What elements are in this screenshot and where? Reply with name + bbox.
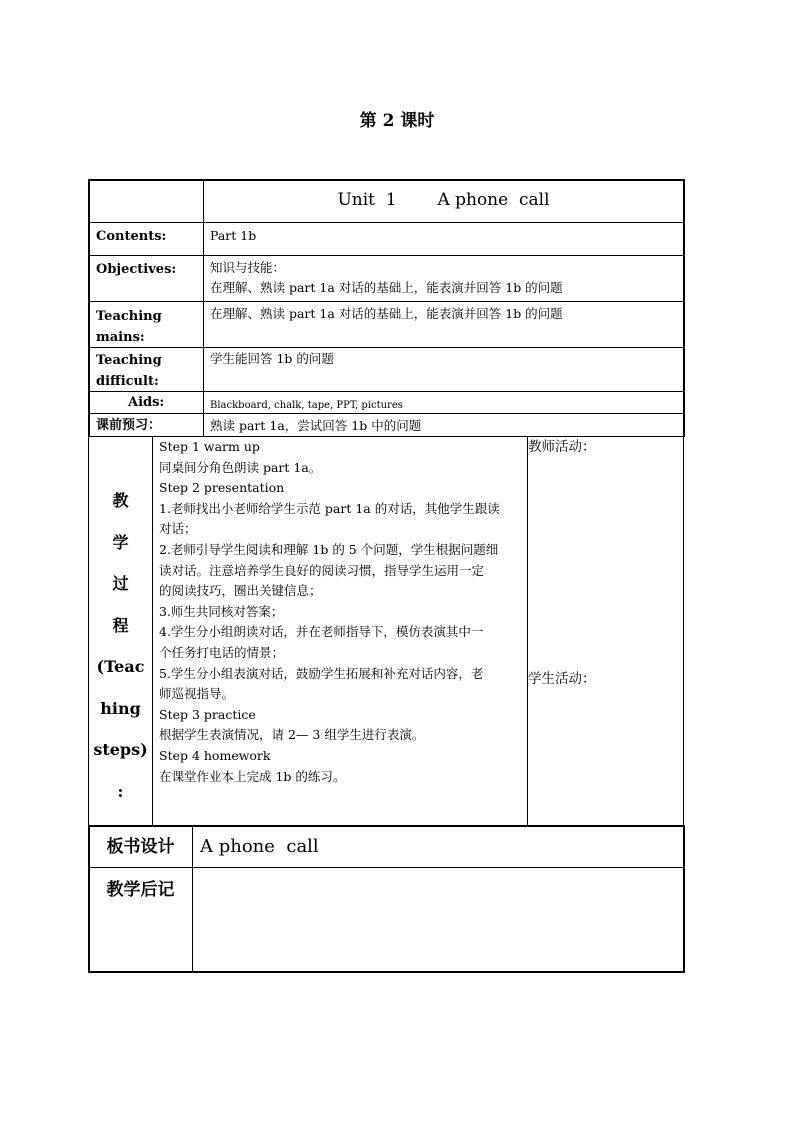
step-line: Step 1 warm up (159, 439, 260, 454)
teaching-mains-value: 在理解、熟读 part 1a 对话的基础上，能表演并回答 1b 的问题 (210, 306, 563, 321)
teaching-difficult-value: 学生能回答 1b 的问题 (210, 351, 334, 366)
step-line: 师巡视指导。 (159, 686, 235, 702)
student-activity-label: 学生活动： (528, 671, 596, 687)
preview-value: 熟读 part 1a，尝试回答 1b 中的问题 (210, 418, 422, 433)
unit-number: Unit 1 (337, 190, 397, 210)
step-line: 个任务打电话的情景； (159, 644, 285, 660)
process-label-char: 教 (112, 491, 129, 510)
step-line: 1.老师找出小老师给学生示范 part 1a 的对话，其他学生跟读 (159, 500, 500, 516)
process-label-char: steps) (93, 740, 148, 759)
step-line: Step 2 presentation (159, 480, 285, 496)
step-line: 根据学生表演情况，请 2— 3 组学生进行表演。 (159, 727, 425, 743)
aids-value: Blackboard, chalk, tape, PPT, pictures (210, 400, 403, 411)
step-line: 对话； (159, 521, 197, 537)
process-label-char: hing (100, 698, 141, 718)
teaching-mains-label-line1: Teaching (96, 309, 162, 324)
step-line: 同桌间分角色朗读 part 1a。 (159, 459, 322, 475)
process-label (89, 480, 152, 812)
reflection-label: 教学后记 (106, 880, 175, 900)
teacher-activity-label: 教师活动： (528, 439, 596, 455)
aids-label: Aids: (128, 395, 165, 410)
unit-topic: A phone call (437, 190, 550, 210)
step-line: 5.学生分小组表演对话，鼓励学生拓展和补充对话内容，老 (159, 665, 484, 681)
page-title: 第 2 课时 (359, 111, 435, 131)
board-design-label: 板书设计 (106, 837, 175, 857)
step-line: 2.老师引导学生阅读和理解 1b 的 5 个问题，学生根据问题细 (159, 541, 499, 557)
process-label-char: : (117, 781, 124, 801)
preview-label: 课前预习： (96, 418, 162, 433)
step-line: 在课堂作业本上完成 1b 的练习。 (159, 768, 346, 784)
process-label-char: 过 (112, 574, 129, 593)
objectives-value-line1: 知识与技能： (210, 260, 286, 275)
step-line: 读对话。注意培养学生良好的阅读习惯，指导学生运用一定 (159, 562, 485, 578)
process-label-char: 程 (112, 615, 129, 635)
process-label-char: (Teac (96, 657, 145, 676)
contents-value: Part 1b (210, 228, 257, 243)
teaching-mains-label-line2: mains: (96, 330, 145, 345)
objectives-value-line2: 在理解、熟读 part 1a 对话的基础上，能表演并回答 1b 的问题 (210, 280, 563, 295)
teaching-difficult-label-line1: Teaching (96, 353, 162, 368)
board-design-value: A phone call (200, 836, 319, 857)
process-label-char: 学 (112, 532, 129, 552)
step-line: Step 4 homework (159, 747, 271, 763)
unit-heading (204, 190, 683, 210)
contents-label: Contents: (96, 229, 167, 244)
teaching-difficult-label-line2: difficult: (96, 374, 159, 389)
step-line: Step 3 practice (159, 706, 256, 722)
objectives-label: Objectives: (96, 262, 177, 277)
step-line: 4.学生分小组朗读对话，并在老师指导下，模仿表演其中一 (159, 624, 484, 640)
process-steps (159, 437, 500, 787)
step-line: 3.师生共同核对答案； (159, 603, 284, 619)
step-line: 的阅读技巧，圈出关键信息； (159, 583, 322, 599)
